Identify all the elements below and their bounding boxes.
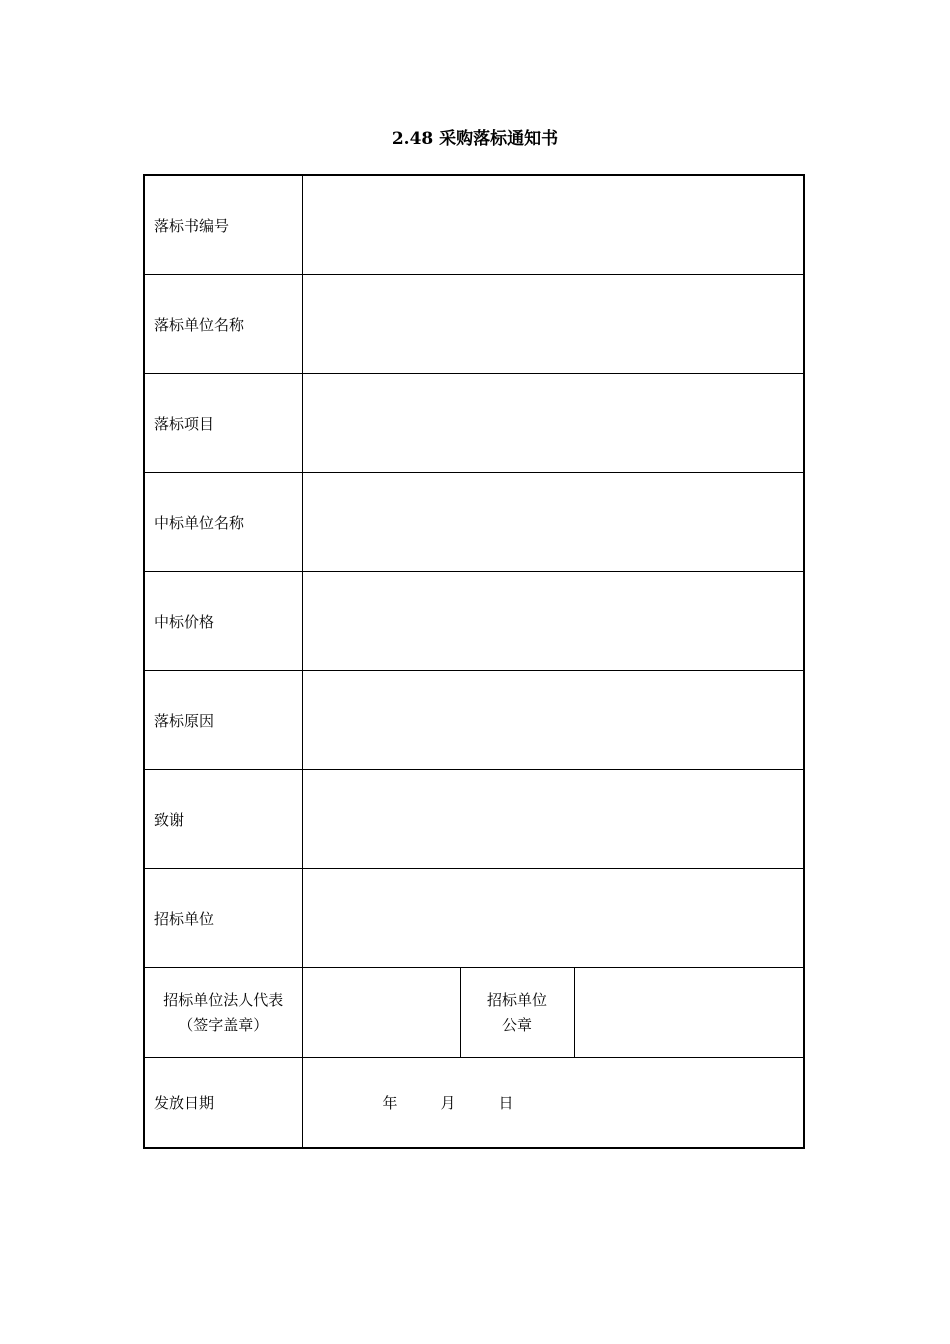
label-tendering-unit: 招标单位: [144, 869, 302, 968]
field-issue-date[interactable]: [302, 1058, 804, 1149]
notice-form-table: [143, 174, 805, 1149]
row-losing-project: [144, 374, 804, 473]
field-tendering-unit[interactable]: [302, 869, 804, 968]
field-legal-rep-signature[interactable]: [302, 968, 460, 1058]
row-winning-bidder-name: [144, 473, 804, 572]
row-winning-price: [144, 572, 804, 671]
label-official-seal-line1: 招标单位: [486, 990, 547, 1009]
field-official-seal[interactable]: [574, 968, 804, 1058]
label-issue-date: 发放日期: [144, 1058, 302, 1149]
row-legal-rep-signature: [144, 968, 804, 1058]
field-winning-bidder-name[interactable]: [302, 473, 804, 572]
field-notice-number[interactable]: [302, 175, 804, 275]
label-legal-rep-line2: （签字盖章）: [178, 1015, 269, 1034]
row-thanks: [144, 770, 804, 869]
label-official-seal: [460, 968, 574, 1058]
label-legal-rep: [144, 968, 302, 1058]
field-losing-bidder-name[interactable]: [302, 275, 804, 374]
label-winning-bidder-name: 中标单位名称: [144, 473, 302, 572]
label-losing-bidder-name: 落标单位名称: [144, 275, 302, 374]
label-losing-reason: 落标原因: [144, 671, 302, 770]
label-notice-number: 落标书编号: [144, 175, 302, 275]
row-notice-number: [144, 175, 804, 275]
field-thanks[interactable]: [302, 770, 804, 869]
field-winning-price[interactable]: [302, 572, 804, 671]
row-issue-date: [144, 1058, 804, 1149]
row-losing-reason: [144, 671, 804, 770]
date-year-label: 年: [382, 1094, 398, 1112]
field-losing-project[interactable]: [302, 374, 804, 473]
label-official-seal-line2: 公章: [501, 1015, 532, 1034]
label-legal-rep-line1: 招标单位法人代表: [163, 990, 284, 1009]
date-month-label: 月: [440, 1094, 456, 1112]
label-losing-project: 落标项目: [144, 374, 302, 473]
field-losing-reason[interactable]: [302, 671, 804, 770]
page-title: 2.48 采购落标通知书: [391, 129, 559, 149]
label-thanks: 致谢: [144, 770, 302, 869]
label-winning-price: 中标价格: [144, 572, 302, 671]
row-losing-bidder-name: [144, 275, 804, 374]
date-day-label: 日: [498, 1094, 514, 1112]
row-tendering-unit: [144, 869, 804, 968]
